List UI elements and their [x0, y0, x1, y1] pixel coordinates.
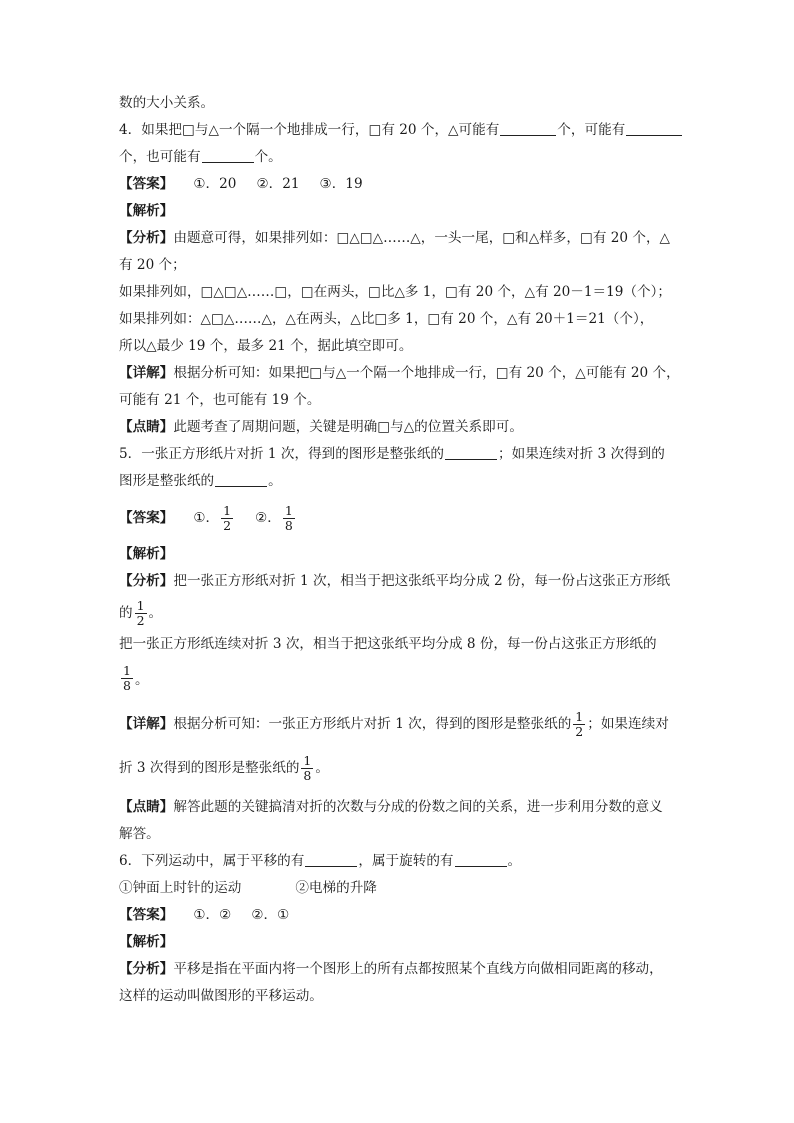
analysis-heading-q4: 【解析】 — [119, 203, 174, 219]
fenxi-q4-line3: 如果排列如，□△□△……□，□在两头，□比△多 1，□有 20 个，△有 20－1＝19（个）； — [119, 284, 671, 300]
fenxi-q4-line4: 如果排列如：△□△……△，△在两头，△比□多 1，□有 20 个，△有 20＋1＝21（个）， — [119, 311, 654, 327]
fraction-one-half: $\frac{1}{2}$ — [575, 708, 584, 739]
fenxi-q4-line5: 所以△最少 19 个，最多 21 个，据此填空即可。 — [119, 338, 413, 354]
answer-row-q4: 【答案】 ①．20 ②．21 ③．19 — [119, 176, 363, 192]
line-q3-tail: 数的大小关系。 — [119, 95, 215, 111]
triangle-symbol: △ — [208, 122, 219, 138]
question-4-line2: 个，也可能有 个。 — [119, 149, 282, 165]
fenxi-q5-line2: 的 $\frac{1}{2}$ 。 — [119, 597, 163, 628]
answer-blank — [455, 852, 507, 867]
xiangjie-q5-line1: 【详解】 根据分析可知：一张正方形纸片对折 1 次，得到的图形是整张纸的 $\frac{1}{2}$ ；如果连续对 — [119, 708, 669, 739]
fraction-one-half: $\frac{1}{2}$ — [136, 597, 145, 628]
dianjing-q5-line1: 【点睛】解答此题的关键搞清对折的次数与分成的份数之间的关系，进一步利用分数的意义 — [119, 799, 663, 815]
fraction-one-eighth: $\frac{1}{8}$ — [303, 752, 312, 783]
fenxi-q4-line1: 【分析】由题意可得，如果排列如：□△□△……△，一头一尾，□和△样多，□有 20 个，△ — [119, 230, 670, 246]
answer-blank — [305, 852, 357, 867]
analysis-heading-q5: 【解析】 — [119, 546, 174, 562]
fenxi-q5-line1: 【分析】把一张正方形纸对折 1 次，相当于把这张纸平均分成 2 份，每一份占这张正方形纸 — [119, 573, 671, 589]
fraction-one-half: $\frac{1}{2}$ — [223, 502, 232, 533]
analysis-heading-q6: 【解析】 — [119, 934, 174, 950]
answer-blank — [445, 445, 497, 460]
question-4-line1: 4．如果把□与△一个隔一个地排成一行，□有 20 个，△可能有 个，可能有 — [119, 117, 675, 144]
triangle-symbol: △ — [448, 122, 459, 138]
square-symbol: □ — [368, 122, 382, 138]
answer-blank — [626, 121, 682, 136]
fenxi-q4-line2: 有 20 个； — [119, 257, 186, 273]
xiangjie-q5-line2: 折 3 次得到的图形是整张纸的 $\frac{1}{8}$ 。 — [119, 752, 329, 783]
answer-row-q5: 【答案】 ①． $\frac{1}{2}$ ②． $\frac{1}{8}$ — [119, 502, 293, 533]
dianjing-q4: 【点睛】此题考查了周期问题，关键是明确□与△的位置关系即可。 — [119, 419, 523, 435]
answer-blank — [215, 472, 267, 487]
fraction-one-eighth: $\frac{1}{8}$ — [284, 502, 293, 533]
fenxi-q6-line2: 这样的运动叫做图形的平移运动。 — [119, 988, 323, 1004]
answer-row-q6: 【答案】 ①．② ②．① — [119, 907, 290, 923]
xiangjie-q4-line1: 【详解】根据分析可知：如果把□与△一个隔一个地排成一行，□有 20 个，△可能有 20 个， — [119, 365, 680, 381]
fenxi-q5-line4: $\frac{1}{8}$ 。 — [123, 662, 149, 693]
dianjing-q5-line2: 解答。 — [119, 826, 160, 842]
xiangjie-q4-line2: 可能有 21 个，也可能有 19 个。 — [119, 392, 321, 408]
question-6-options: ①钟面上时针的运动 ②电梯的升降 — [119, 880, 377, 896]
document-page — [119, 90, 680, 1010]
question-5-line1: 5．一张正方形纸片对折 1 次，得到的图形是整张纸的 ；如果连续对折 3 次得到的 — [119, 446, 665, 462]
question-5-line2: 图形是整张纸的 。 — [119, 473, 282, 489]
answer-blank — [202, 148, 254, 163]
fenxi-q6-line1: 【分析】平移是指在平面内将一个图形上的所有点都按照某个直线方向做相同距离的移动， — [119, 961, 663, 977]
fraction-one-eighth: $\frac{1}{8}$ — [123, 662, 131, 693]
question-6-line1: 6．下列运动中，属于平移的有 ，属于旋转的有 。 — [119, 853, 522, 869]
answer-blank — [500, 121, 556, 136]
square-symbol: □ — [182, 122, 195, 138]
fenxi-q5-line3: 把一张正方形纸连续对折 3 次，相当于把这张纸平均分成 8 份，每一份占这张正方形纸的 — [119, 636, 657, 652]
